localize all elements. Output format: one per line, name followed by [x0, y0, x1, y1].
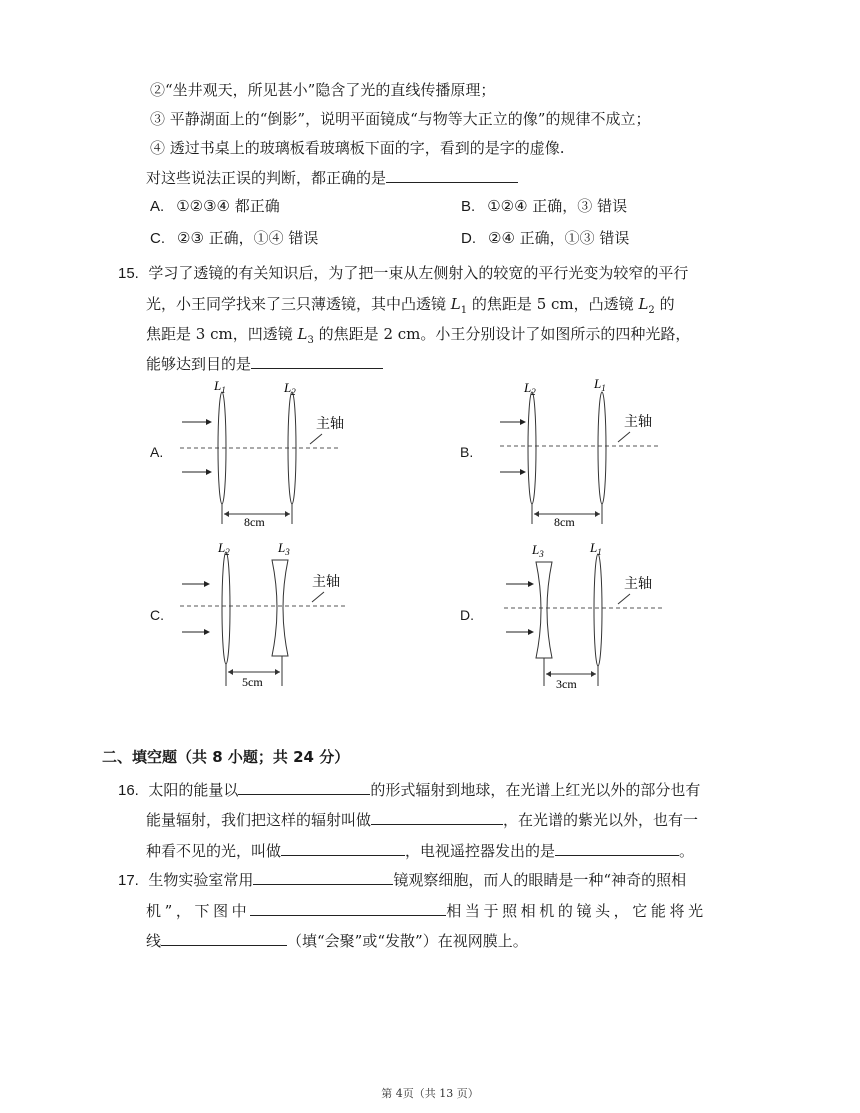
section-title: 二、填空题（共 8 小题；共 24 分）: [102, 748, 350, 766]
q15-line-3: 焦距是 3 cm，凹透镜 $L_3$ 的焦距是 2 cm。小王分别设计了如图所示的四种光路，: [146, 325, 691, 346]
q14-option-b[interactable]: B. ①②④ 正确，③ 错误: [461, 197, 628, 215]
distance-label: 8cm: [554, 515, 575, 528]
q14-statement-3: ③ 平静湖面上的“倒影”，说明平面镜成“与物等大正立的像”的规律不成立；: [150, 110, 651, 128]
incident-rays: [182, 419, 212, 475]
q14-option-d[interactable]: D. ②④ 正确，①③ 错误: [461, 229, 630, 247]
incident-rays: [500, 419, 526, 475]
incident-rays: [182, 581, 210, 635]
diagram-b: [490, 378, 680, 528]
lens-right-label: $L_1$: [594, 378, 606, 393]
q14-statement-2: ②“坐井观天，所见甚小”隐含了光的直线传播原理；: [150, 81, 496, 99]
diagram-c-label[interactable]: C.: [150, 607, 164, 623]
lens-right: [594, 554, 602, 666]
lens-left: [222, 552, 230, 664]
answer-blank[interactable]: [251, 352, 383, 369]
diagram-a: [170, 378, 360, 528]
answer-blank[interactable]: [238, 778, 370, 795]
lens-right-label: $L_3$: [278, 540, 290, 557]
q14-option-a[interactable]: A. ①②③④ 都正确: [150, 197, 280, 215]
lens-left: [528, 392, 536, 504]
answer-blank[interactable]: [555, 839, 679, 856]
lens-right-label: $L_2$: [284, 380, 296, 397]
axis-label: 主轴: [316, 417, 344, 432]
diagram-d-label[interactable]: D.: [460, 607, 474, 623]
lens-left-concave: [536, 562, 552, 658]
q16-line-2: 能量辐射，我们把这样的辐射叫做 ，在光谱的紫光以外，也有一: [146, 808, 698, 831]
lens-right-concave: [272, 560, 288, 656]
answer-blank[interactable]: [281, 839, 405, 856]
q17-line-1: 17. 生物实验室常用 镜观察细胞，而人的眼睛是一种“神奇的照相: [118, 868, 686, 892]
lens-left-label: $L_3$: [532, 542, 544, 559]
q14-statement-4: ④ 透过书桌上的玻璃板看玻璃板下面的字，看到的是字的虚像.: [150, 139, 565, 157]
q16-line-3: 种看不见的光，叫做 ，电视遥控器发出的是 。: [146, 839, 694, 862]
diagram-c: [170, 540, 360, 690]
lens-left-label: $L_1$: [214, 378, 226, 395]
distance-label: 8cm: [244, 515, 265, 528]
lens-left-label: $L_2$: [218, 540, 230, 557]
answer-blank[interactable]: [386, 166, 518, 183]
axis-label: 主轴: [624, 415, 652, 430]
distance-label: 5cm: [242, 675, 263, 689]
diagram-d: [490, 540, 680, 690]
q16-line-1: 16. 太阳的能量以 的形式辐射到地球，在光谱上红光以外的部分也有: [118, 778, 700, 802]
answer-blank[interactable]: [253, 868, 393, 885]
q14-prompt: 对这些说法正误的判断，都正确的是: [146, 166, 518, 189]
q14-option-c[interactable]: C. ②③ 正确，①④ 错误: [150, 229, 319, 247]
axis-label: 主轴: [624, 577, 652, 592]
page-footer: 第 4页（共 13 页）: [381, 1087, 479, 1100]
q17-line-3: 线 （填“会聚”或“发散”）在视网膜上。: [146, 929, 528, 952]
diagram-a-label[interactable]: A.: [150, 444, 164, 460]
lens-right-label: $L_1$: [590, 540, 602, 557]
answer-blank[interactable]: [250, 899, 446, 916]
q15-line-1: 15. 学习了透镜的有关知识后，为了把一束从左侧射入的较宽的平行光变为较窄的平行: [118, 264, 689, 282]
answer-blank[interactable]: [161, 929, 287, 946]
lens-right: [598, 392, 606, 504]
q15-line-2: 光，小王同学找来了三只薄透镜，其中凸透镜 $L_1$ 的焦距是 5 cm，凸透镜 $L_2$ 的: [146, 295, 675, 316]
diagram-b-label[interactable]: B.: [460, 444, 474, 460]
q15-line-4: 能够达到目的是: [146, 352, 383, 375]
distance-label: 3cm: [556, 677, 577, 690]
axis-label: 主轴: [312, 575, 340, 590]
q17-line-2: 机”，下图中 相当于照相机的镜头，它能将光: [146, 899, 707, 922]
lens-left-label: $L_2$: [524, 380, 536, 397]
answer-blank[interactable]: [371, 808, 503, 825]
